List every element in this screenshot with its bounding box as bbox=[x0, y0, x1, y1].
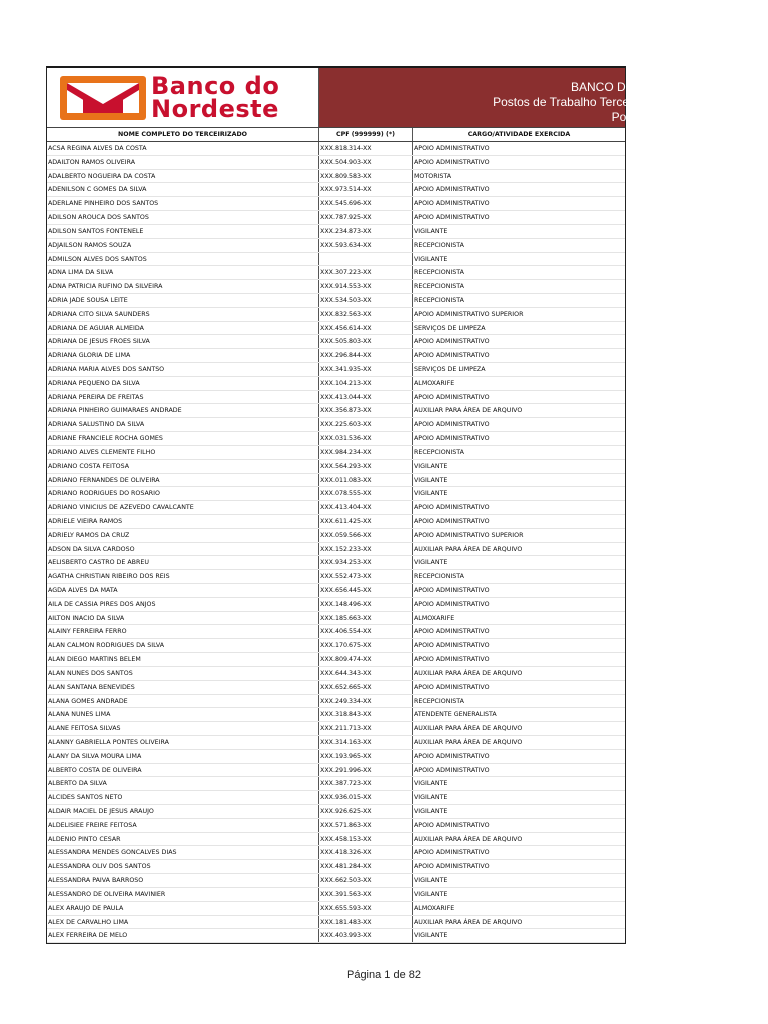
cpf-cell: XXX.387.723-XX bbox=[319, 777, 413, 790]
table-row bbox=[47, 515, 625, 529]
table-row bbox=[47, 902, 625, 916]
table-row bbox=[47, 404, 625, 418]
name-cell: ALCIDES SANTOS NETO bbox=[47, 791, 319, 804]
cpf-cell: XXX.193.965-XX bbox=[319, 750, 413, 763]
role-cell: ALMOXARIFE bbox=[414, 904, 455, 912]
cpf-cell: XXX.926.625-XX bbox=[319, 805, 413, 818]
role-cell: AUXILIAR PARA ÁREA DE ARQUIVO bbox=[414, 918, 523, 926]
role-cell: APOIO ADMINISTRATIVO bbox=[414, 863, 490, 871]
column-header-role: CARGO/ATIVIDADE EXERCIDA bbox=[467, 131, 571, 138]
table-row bbox=[47, 556, 625, 570]
table-row bbox=[47, 253, 625, 267]
name-cell: ALEX DE CARVALHO LIMA bbox=[47, 916, 319, 929]
cpf-cell: XXX.914.553-XX bbox=[319, 280, 413, 293]
table-row bbox=[47, 584, 625, 598]
name-cell: ACSA REGINA ALVES DA COSTA bbox=[47, 142, 319, 155]
name-cell: ADRIANA SALUSTINO DA SILVA bbox=[47, 418, 319, 431]
cpf-cell: XXX.418.326-XX bbox=[319, 846, 413, 859]
role-cell: ATENDENTE GENERALISTA bbox=[414, 711, 497, 719]
table-row bbox=[47, 639, 625, 653]
name-cell: ADRIANO ALVES CLEMENTE FILHO bbox=[47, 446, 319, 459]
role-cell: APOIO ADMINISTRATIVO bbox=[414, 683, 490, 691]
role-cell: APOIO ADMINISTRATIVO bbox=[414, 338, 490, 346]
cpf-cell: XXX.181.483-XX bbox=[319, 916, 413, 929]
name-cell: ADRIANA PEQUENO DA SILVA bbox=[47, 377, 319, 390]
table-row bbox=[47, 736, 625, 750]
cpf-cell: XXX.655.593-XX bbox=[319, 902, 413, 915]
role-cell: MOTORISTA bbox=[414, 172, 452, 180]
table-row bbox=[47, 625, 625, 639]
logo-line-2: Nordeste bbox=[151, 94, 279, 123]
cpf-cell: XXX.307.223-XX bbox=[319, 266, 413, 279]
cpf-cell: XXX.291.996-XX bbox=[319, 764, 413, 777]
role-cell: RECEPCIONISTA bbox=[414, 241, 464, 249]
cpf-cell: XXX.571.863-XX bbox=[319, 819, 413, 832]
role-cell: APOIO ADMINISTRATIVO bbox=[414, 752, 490, 760]
cpf-cell: XXX.505.803-XX bbox=[319, 335, 413, 348]
cpf-cell: XXX.662.503-XX bbox=[319, 874, 413, 887]
role-cell: VIGILANTE bbox=[414, 890, 448, 898]
report-title-block bbox=[319, 68, 651, 127]
role-cell: APOIO ADMINISTRATIVO SUPERIOR bbox=[414, 531, 524, 539]
name-cell: ADRIELY RAMOS DA CRUZ bbox=[47, 529, 319, 542]
role-cell: RECEPCIONISTA bbox=[414, 448, 464, 456]
table-row bbox=[47, 460, 625, 474]
table-header-row bbox=[47, 128, 625, 142]
name-cell: ALEX FERREIRA DE MELO bbox=[47, 929, 319, 942]
table-row bbox=[47, 543, 625, 557]
cpf-cell: XXX.593.634-XX bbox=[319, 239, 413, 252]
table-row bbox=[47, 391, 625, 405]
table-row bbox=[47, 183, 625, 197]
role-cell: VIGILANTE bbox=[414, 808, 448, 815]
name-cell: ALDENIO PINTO CESAR bbox=[47, 833, 319, 846]
name-cell: ALDELISIEE FREIRE FEITOSA bbox=[47, 819, 319, 832]
role-cell: VIGILANTE bbox=[414, 794, 448, 802]
name-cell: ALEX ARAUJO DE PAULA bbox=[47, 902, 319, 915]
role-cell: ALMOXARIFE bbox=[414, 379, 455, 387]
cpf-cell: XXX.481.284-XX bbox=[319, 860, 413, 873]
role-cell: VIGILANTE bbox=[414, 490, 448, 498]
table-row bbox=[47, 501, 625, 515]
table-body bbox=[47, 142, 625, 943]
cpf-cell: XXX.832.563-XX bbox=[319, 308, 413, 321]
name-cell: ADRIANA MARIA ALVES DOS SANTSO bbox=[47, 363, 319, 376]
role-cell: VIGILANTE bbox=[414, 877, 448, 885]
logo-line-1: Banco do bbox=[151, 71, 280, 100]
table-row bbox=[47, 570, 625, 584]
name-cell: ADJAILSON RAMOS SOUZA bbox=[47, 239, 319, 252]
spreadsheet-page bbox=[46, 66, 651, 944]
cpf-cell: XXX.249.334-XX bbox=[319, 695, 413, 708]
report-title-line-3: Posi bbox=[611, 110, 635, 124]
name-cell: ALAN CALMON RODRIGUES DA SILVA bbox=[47, 639, 319, 652]
name-cell: AILTON INACIO DA SILVA bbox=[47, 612, 319, 625]
table-row bbox=[47, 432, 625, 446]
name-cell: ADNA PATRICIA RUFINO DA SILVEIRA bbox=[47, 280, 319, 293]
role-cell: SERVIÇOS DE LIMPEZA bbox=[414, 366, 486, 373]
role-cell: ALMOXARIFE bbox=[414, 614, 455, 622]
table-row bbox=[47, 239, 625, 253]
cpf-cell: XXX.534.503-XX bbox=[319, 294, 413, 307]
name-cell: ADRIANO VINICIUS DE AZEVEDO CAVALCANTE bbox=[47, 501, 319, 514]
name-cell: AELISBERTO CASTRO DE ABREU bbox=[47, 556, 319, 569]
table-row bbox=[47, 225, 625, 239]
cpf-cell: XXX.011.083-XX bbox=[319, 474, 413, 487]
role-cell: VIGILANTE bbox=[414, 780, 448, 788]
role-cell: APOIO ADMINISTRATIVO bbox=[414, 849, 490, 857]
role-cell: APOIO ADMINISTRATIVO bbox=[414, 435, 490, 443]
role-cell: SERVIÇOS DE LIMPEZA bbox=[414, 324, 486, 332]
name-cell: ALESSANDRA PAIVA BARROSO bbox=[47, 874, 319, 887]
name-cell: ADAILTON RAMOS OLIVEIRA bbox=[47, 156, 319, 169]
table-row bbox=[47, 833, 625, 847]
role-cell: VIGILANTE bbox=[414, 227, 448, 235]
table-row bbox=[47, 322, 625, 336]
page-number: Página 1 de 82 bbox=[346, 969, 421, 981]
bank-logo-icon bbox=[57, 74, 149, 122]
cpf-cell: XXX.185.663-XX bbox=[319, 612, 413, 625]
name-cell: ALBERTO DA SILVA bbox=[47, 777, 319, 790]
name-cell: ADRIANO RODRIGUES DO ROSARIO bbox=[47, 487, 319, 500]
role-cell: VIGILANTE bbox=[414, 932, 448, 940]
cpf-cell: XXX.104.213-XX bbox=[319, 377, 413, 390]
name-cell: ALANA NUNES LIMA bbox=[47, 708, 319, 721]
cpf-cell: XXX.936.015-XX bbox=[319, 791, 413, 804]
cpf-cell: XXX.564.293-XX bbox=[319, 460, 413, 473]
name-cell: ADILSON SANTOS FONTENELE bbox=[47, 225, 319, 238]
bank-logo bbox=[47, 68, 319, 127]
table-row bbox=[47, 777, 625, 791]
cpf-cell: XXX.148.496-XX bbox=[319, 598, 413, 611]
cpf-cell: XXX.406.554-XX bbox=[319, 625, 413, 638]
cpf-cell: XXX.225.603-XX bbox=[319, 418, 413, 431]
table-row bbox=[47, 142, 625, 156]
cpf-cell: XXX.152.233-XX bbox=[319, 543, 413, 556]
cpf-cell: XXX.413.404-XX bbox=[319, 501, 413, 514]
name-cell: ADENILSON C GOMES DA SILVA bbox=[47, 183, 319, 196]
cpf-cell: XXX.403.993-XX bbox=[319, 929, 413, 942]
name-cell: ADRIANA CITO SILVA SAUNDERS bbox=[47, 308, 319, 321]
role-cell: APOIO ADMINISTRATIVO bbox=[414, 642, 490, 650]
cpf-cell: XXX.644.343-XX bbox=[319, 667, 413, 680]
cpf-cell: XXX.296.844-XX bbox=[319, 349, 413, 362]
name-cell: ALAN SANTANA BENEVIDES bbox=[47, 681, 319, 694]
cpf-cell: XXX.787.925-XX bbox=[319, 211, 413, 224]
table-row bbox=[47, 446, 625, 460]
name-cell: ALESSANDRA OLIV DOS SANTOS bbox=[47, 860, 319, 873]
table-row bbox=[47, 667, 625, 681]
table-row bbox=[47, 791, 625, 805]
bank-logo-text bbox=[151, 71, 280, 123]
name-cell: ALESSANDRO DE OLIVEIRA MAVINIER bbox=[47, 888, 319, 901]
name-cell: ALANNY GABRIELLA PONTES OLIVEIRA bbox=[47, 736, 319, 749]
role-cell: VIGILANTE bbox=[414, 462, 448, 470]
role-cell: AUXILIAR PARA ÁREA DE ARQUIVO bbox=[414, 738, 523, 746]
role-cell: APOIO ADMINISTRATIVO bbox=[414, 504, 490, 512]
cpf-cell: XXX.211.713-XX bbox=[319, 722, 413, 735]
report-title-line-1: BANCO DO N bbox=[570, 80, 647, 94]
column-header-name: NOME COMPLETO DO TERCEIRIZADO bbox=[47, 128, 319, 141]
cpf-cell: XXX.170.675-XX bbox=[319, 639, 413, 652]
table-row bbox=[47, 819, 625, 833]
name-cell: ADILSON AROUCA DOS SANTOS bbox=[47, 211, 319, 224]
table-row bbox=[47, 681, 625, 695]
name-cell: ALAN NUNES DOS SANTOS bbox=[47, 667, 319, 680]
role-cell: RECEPCIONISTA bbox=[414, 296, 464, 304]
role-cell: APOIO ADMINISTRATIVO bbox=[414, 186, 490, 194]
cpf-cell: XXX.809.474-XX bbox=[319, 653, 413, 666]
role-cell: APOIO ADMINISTRATIVO bbox=[414, 656, 490, 664]
table-row bbox=[47, 529, 625, 543]
table-row bbox=[47, 846, 625, 860]
role-cell: APOIO ADMINISTRATIVO bbox=[414, 766, 490, 774]
role-cell: RECEPCIONISTA bbox=[414, 697, 464, 705]
name-cell: ALDAIR MACIEL DE JESUS ARAUJO bbox=[47, 805, 319, 818]
name-cell: ADNA LIMA DA SILVA bbox=[47, 266, 319, 279]
table-row bbox=[47, 211, 625, 225]
table-row bbox=[47, 695, 625, 709]
name-cell: ADRIANA PINHEIRO GUIMARAES ANDRADE bbox=[47, 404, 319, 417]
cpf-cell: XXX.234.873-XX bbox=[319, 225, 413, 238]
name-cell: ALAINY FERREIRA FERRO bbox=[47, 625, 319, 638]
cpf-cell: XXX.078.555-XX bbox=[319, 487, 413, 500]
report-title-line-2: Postos de Trabalho Terceiriza bbox=[493, 95, 651, 109]
table-row bbox=[47, 916, 625, 930]
name-cell: ADRIANA DE JESUS FROES SILVA bbox=[47, 335, 319, 348]
table-row bbox=[47, 929, 625, 943]
cpf-cell: XXX.545.696-XX bbox=[319, 197, 413, 210]
role-cell: APOIO ADMINISTRATIVO bbox=[414, 145, 490, 152]
table-row bbox=[47, 418, 625, 432]
name-cell: ALANA GOMES ANDRADE bbox=[47, 695, 319, 708]
table-row bbox=[47, 170, 625, 184]
cpf-cell bbox=[319, 253, 413, 266]
cpf-cell: XXX.656.445-XX bbox=[319, 584, 413, 597]
cpf-cell: XXX.652.665-XX bbox=[319, 681, 413, 694]
table-row bbox=[47, 722, 625, 736]
table-row bbox=[47, 363, 625, 377]
name-cell: ADALBERTO NOGUEIRA DA COSTA bbox=[47, 170, 319, 183]
table-row bbox=[47, 860, 625, 874]
table-row bbox=[47, 653, 625, 667]
table-row bbox=[47, 888, 625, 902]
name-cell: ADRIA JADE SOUSA LEITE bbox=[47, 294, 319, 307]
cpf-cell: XXX.391.563-XX bbox=[319, 888, 413, 901]
table-row bbox=[47, 612, 625, 626]
name-cell: ADRIELE VIEIRA RAMOS bbox=[47, 515, 319, 528]
table-row bbox=[47, 750, 625, 764]
role-cell: VIGILANTE bbox=[414, 476, 448, 484]
role-cell: RECEPCIONISTA bbox=[414, 269, 464, 277]
name-cell: AGDA ALVES DA MATA bbox=[47, 584, 319, 597]
role-cell: RECEPCIONISTA bbox=[414, 283, 464, 291]
name-cell: ALANY DA SILVA MOURA LIMA bbox=[47, 750, 319, 763]
role-cell: APOIO ADMINISTRATIVO bbox=[414, 421, 490, 429]
role-cell: AUXILIAR PARA ÁREA DE ARQUIVO bbox=[414, 407, 523, 415]
role-cell: APOIO ADMINISTRATIVO bbox=[414, 600, 490, 608]
table-row bbox=[47, 708, 625, 722]
cpf-cell: XXX.341.935-XX bbox=[319, 363, 413, 376]
name-cell: ADRIANA DE AGUIAR ALMEIDA bbox=[47, 322, 319, 335]
table-row bbox=[47, 335, 625, 349]
table-row bbox=[47, 377, 625, 391]
name-cell: ADSON DA SILVA CARDOSO bbox=[47, 543, 319, 556]
role-cell: APOIO ADMINISTRATIVO SUPERIOR bbox=[414, 310, 524, 318]
role-cell: APOIO ADMINISTRATIVO bbox=[414, 352, 490, 360]
name-cell: ALESSANDRA MENDES GONCALVES DIAS bbox=[47, 846, 319, 859]
role-cell: RECEPCIONISTA bbox=[414, 573, 464, 581]
role-cell: APOIO ADMINISTRATIVO bbox=[414, 587, 490, 594]
name-cell: ADMILSON ALVES DOS SANTOS bbox=[47, 253, 319, 266]
cpf-cell: XXX.031.536-XX bbox=[319, 432, 413, 445]
role-cell: APOIO ADMINISTRATIVO bbox=[414, 200, 490, 208]
role-cell: APOIO ADMINISTRATIVO bbox=[414, 821, 490, 829]
name-cell: ALBERTO COSTA DE OLIVEIRA bbox=[47, 764, 319, 777]
cpf-cell: XXX.934.253-XX bbox=[319, 556, 413, 569]
table-row bbox=[47, 308, 625, 322]
cpf-cell: XXX.504.903-XX bbox=[319, 156, 413, 169]
document-header bbox=[47, 68, 651, 128]
table-row bbox=[47, 764, 625, 778]
name-cell: ALANE FEITOSA SILVAS bbox=[47, 722, 319, 735]
cpf-cell: XXX.552.473-XX bbox=[319, 570, 413, 583]
role-cell: APOIO ADMINISTRATIVO bbox=[414, 517, 490, 525]
role-cell: AUXILIAR PARA ÁREA DE ARQUIVO bbox=[414, 725, 523, 733]
name-cell: ADERLANE PINHEIRO DOS SANTOS bbox=[47, 197, 319, 210]
name-cell: ADRIANO COSTA FEITOSA bbox=[47, 460, 319, 473]
cpf-cell: XXX.818.314-XX bbox=[319, 142, 413, 155]
cpf-cell: XXX.456.614-XX bbox=[319, 322, 413, 335]
table-row bbox=[47, 280, 625, 294]
table-row bbox=[47, 294, 625, 308]
role-cell: AUXILIAR PARA ÁREA DE ARQUIVO bbox=[414, 669, 523, 677]
role-cell: APOIO ADMINISTRATIVO bbox=[414, 628, 490, 636]
cpf-cell: XXX.314.163-XX bbox=[319, 736, 413, 749]
name-cell: AILA DE CASSIA PIRES DOS ANJOS bbox=[47, 598, 319, 611]
table-row bbox=[47, 197, 625, 211]
table-row bbox=[47, 266, 625, 280]
name-cell: ADRIANE FRANCIELE ROCHA GOMES bbox=[47, 432, 319, 445]
role-cell: AUXILIAR PARA ÁREA DE ARQUIVO bbox=[414, 835, 523, 843]
name-cell: ALAN DIEGO MARTINS BELEM bbox=[47, 653, 319, 666]
table-row bbox=[47, 805, 625, 819]
name-cell: AGATHA CHRISTIAN RIBEIRO DOS REIS bbox=[47, 570, 319, 583]
name-cell: ADRIANO FERNANDES DE OLIVEIRA bbox=[47, 474, 319, 487]
role-cell: APOIO ADMINISTRATIVO bbox=[414, 158, 490, 166]
role-cell: APOIO ADMINISTRATIVO bbox=[414, 393, 490, 401]
cpf-cell: XXX.611.425-XX bbox=[319, 515, 413, 528]
role-cell: AUXILIAR PARA ÁREA DE ARQUIVO bbox=[414, 545, 523, 553]
cpf-cell: XXX.413.044-XX bbox=[319, 391, 413, 404]
table-row bbox=[47, 487, 625, 501]
cpf-cell: XXX.059.566-XX bbox=[319, 529, 413, 542]
role-cell: VIGILANTE bbox=[414, 559, 448, 567]
cpf-cell: XXX.973.514-XX bbox=[319, 183, 413, 196]
role-cell: APOIO ADMINISTRATIVO bbox=[414, 214, 490, 222]
name-cell: ADRIANA GLORIA DE LIMA bbox=[47, 349, 319, 362]
cpf-cell: XXX.356.873-XX bbox=[319, 404, 413, 417]
cpf-cell: XXX.984.234-XX bbox=[319, 446, 413, 459]
column-header-cpf: CPF (999999) (*) bbox=[319, 128, 413, 141]
table-row bbox=[47, 874, 625, 888]
cpf-cell: XXX.458.153-XX bbox=[319, 833, 413, 846]
table-row bbox=[47, 474, 625, 488]
table-row bbox=[47, 156, 625, 170]
table-row bbox=[47, 349, 625, 363]
name-cell: ADRIANA PEREIRA DE FREITAS bbox=[47, 391, 319, 404]
cpf-cell: XXX.809.583-XX bbox=[319, 170, 413, 183]
role-cell: VIGILANTE bbox=[414, 255, 448, 263]
table-row bbox=[47, 598, 625, 612]
cpf-cell: XXX.318.843-XX bbox=[319, 708, 413, 721]
